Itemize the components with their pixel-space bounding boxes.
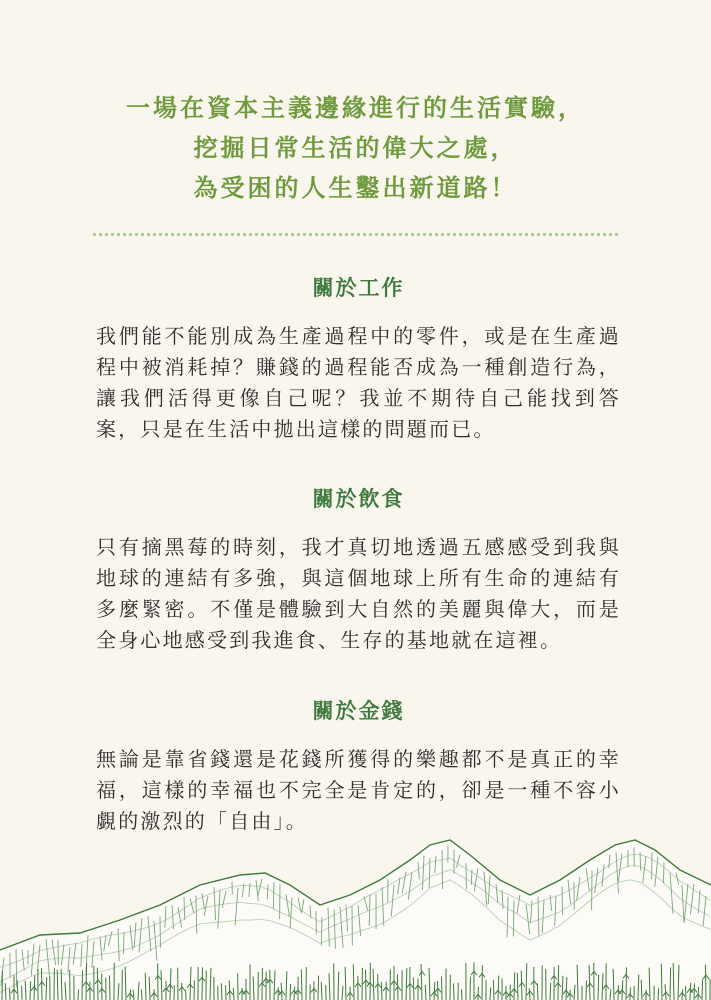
section-work — [96, 273, 621, 445]
section-food — [96, 484, 621, 656]
intro-line-3: 為受困的人生鑿出新道路！ — [193, 173, 518, 202]
mountain-sketch-icon — [0, 825, 711, 1000]
section-money-title: 關於金錢 — [312, 698, 405, 723]
intro-tagline — [0, 88, 711, 208]
dotted-divider — [93, 233, 618, 236]
section-money-body: 無論是靠省錢還是花錢所獲得的樂趣都不是真正的幸福，這樣的幸福也不完全是肯定的，卻是一種不容小覷的激烈的「自由」。 — [96, 747, 621, 833]
section-food-title: 關於飲食 — [312, 486, 405, 511]
section-food-body: 只有摘黑莓的時刻，我才真切地透過五感感受到我與地球的連結有多強，與這個地球上所有生命的連結有多麼緊密。不僅是體驗到大自然的美麗與偉大，而是全身心地感受到我進食、生存的基地就在這裡。 — [96, 535, 621, 652]
intro-line-1: 一場在資本主義邊緣進行的生活實驗， — [126, 93, 585, 122]
section-money — [96, 696, 621, 837]
section-work-title: 關於工作 — [312, 275, 405, 300]
intro-line-2: 挖掘日常生活的偉大之處， — [193, 133, 518, 162]
section-work-body: 我們能不能別成為生產過程中的零件，或是在生產過程中被消耗掉？賺錢的過程能否成為一種創造行為，讓我們活得更像自己呢？我並不期待自己能找到答案，只是在生活中拋出這樣的問題而已。 — [96, 324, 621, 441]
